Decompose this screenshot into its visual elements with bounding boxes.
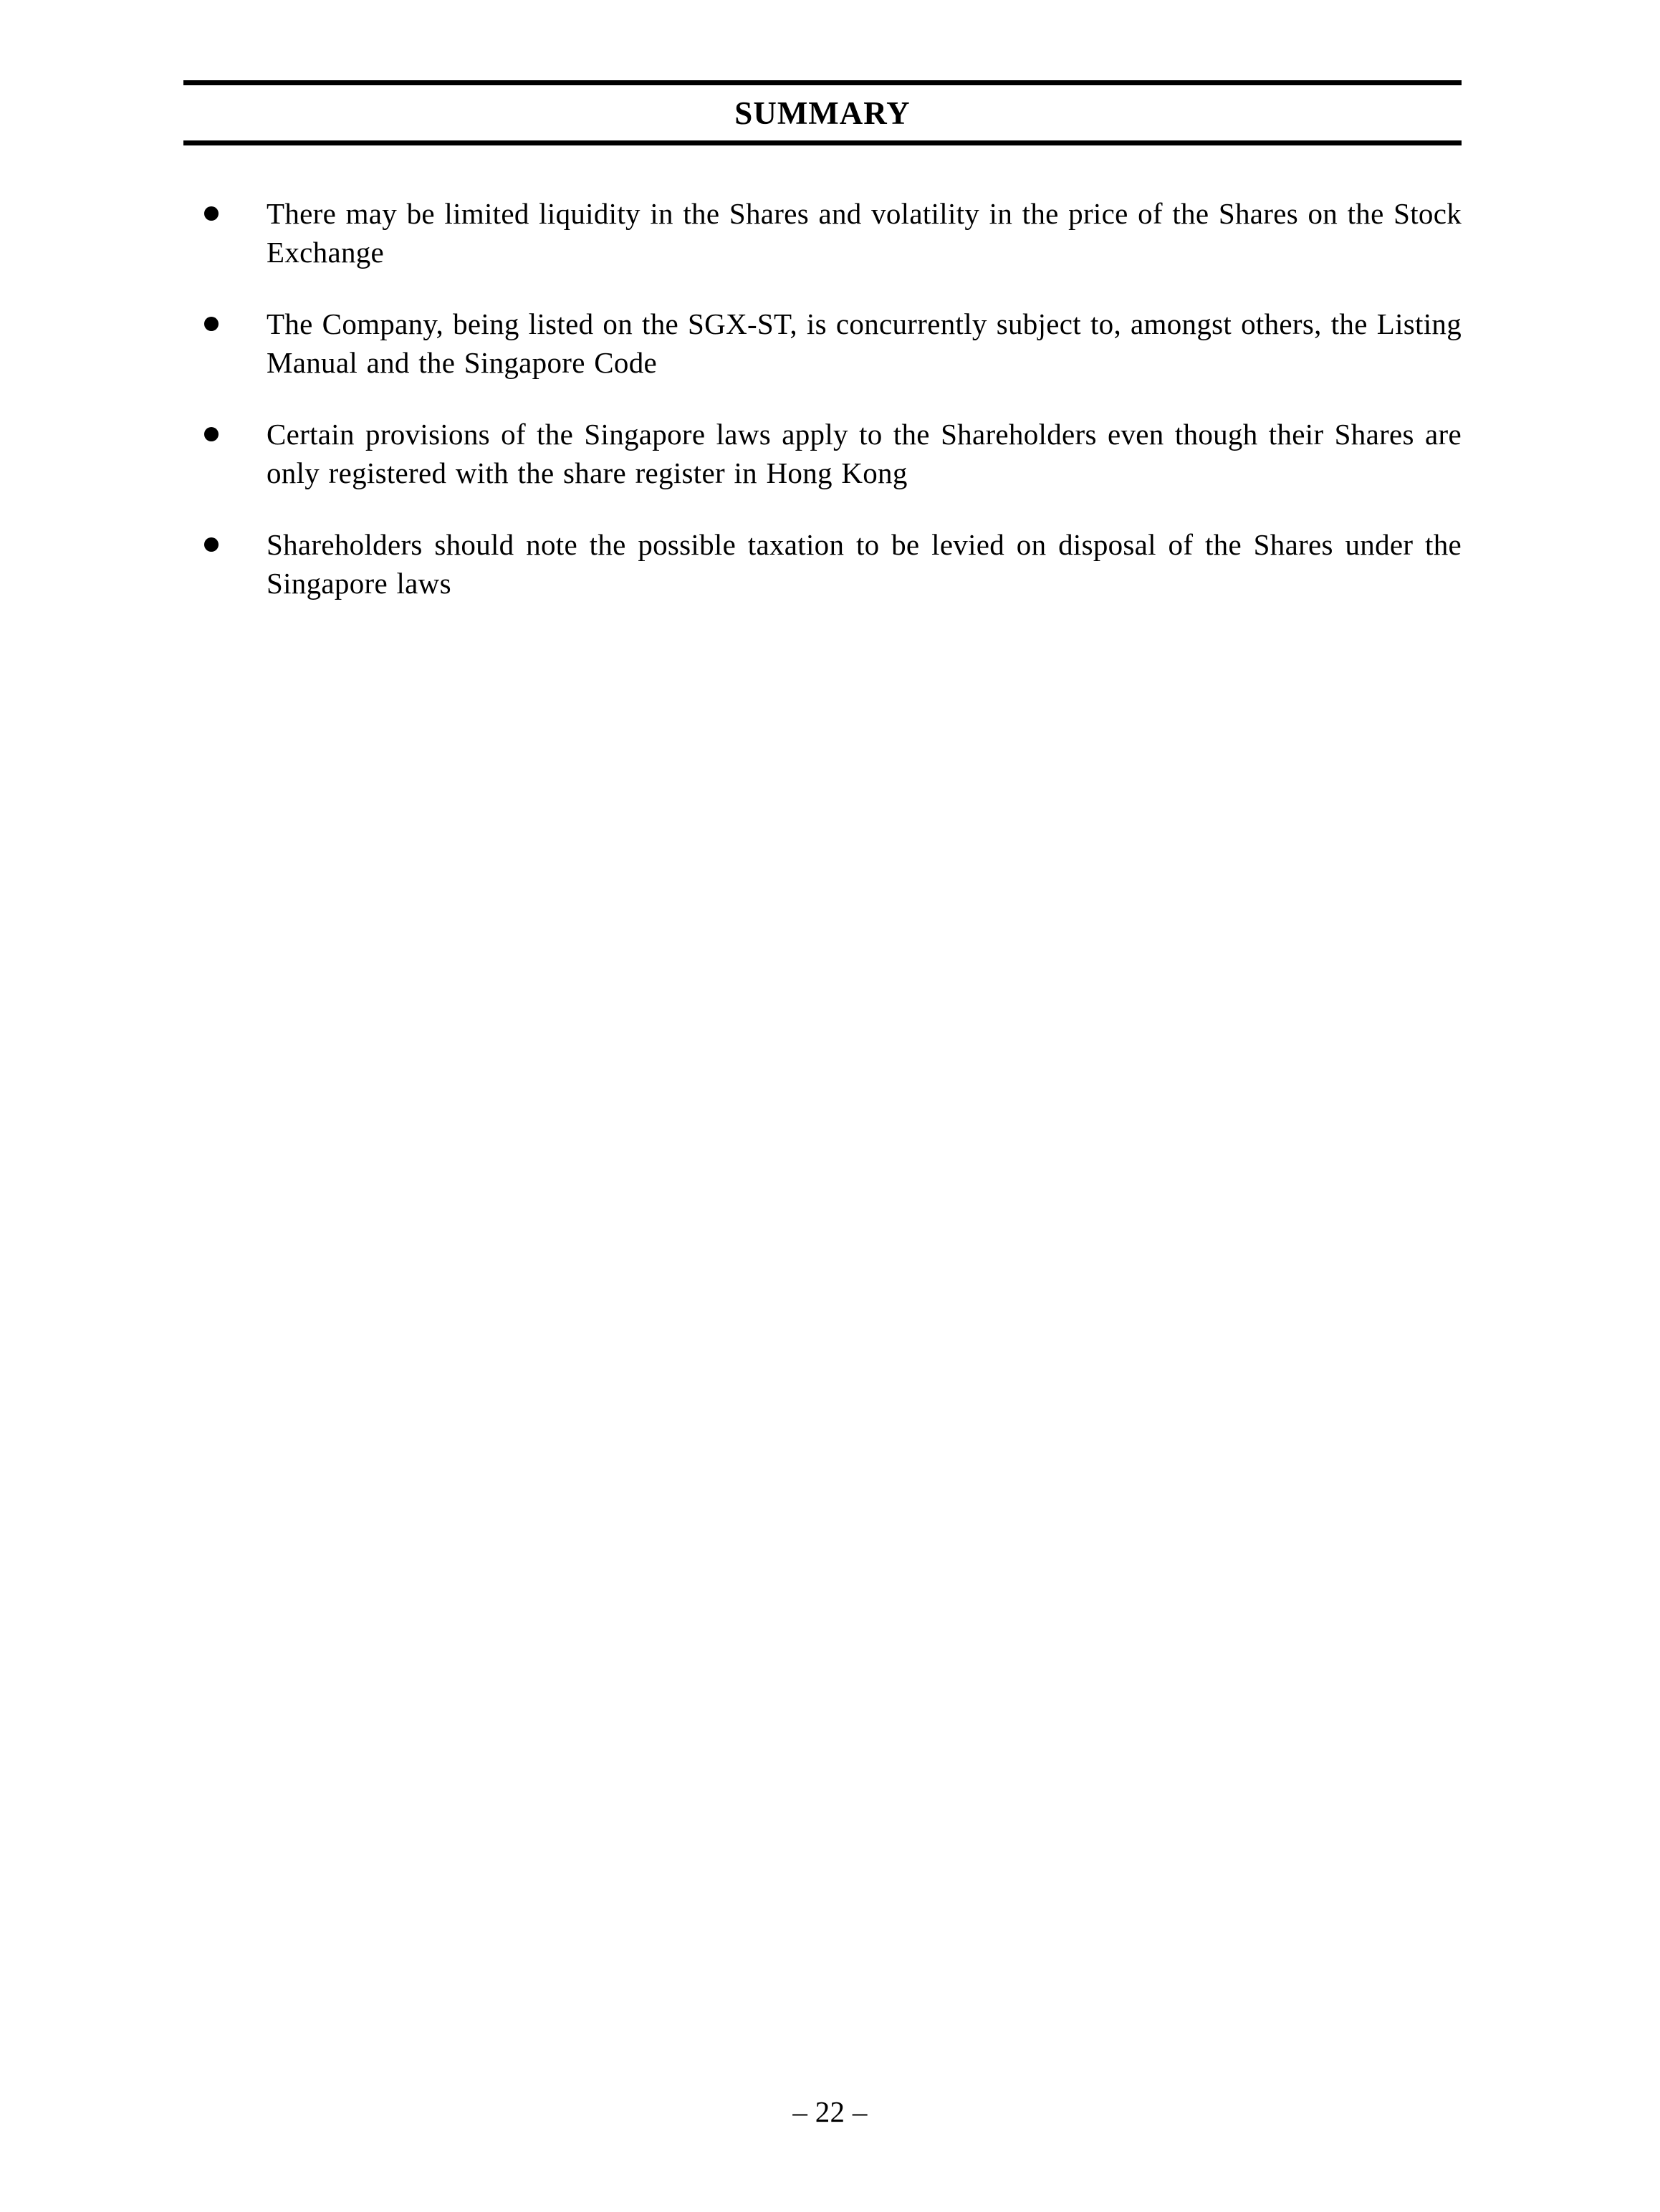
bullet-text: The Company, being listed on the SGX-ST, is concurrently subject to, amongst others, the Listing Manual and the Singapore Code <box>267 307 1462 379</box>
summary-bullet-list <box>183 194 1462 603</box>
bullet-text: There may be limited liquidity in the Shares and volatility in the price of the Shares on the Stock Exchange <box>267 197 1462 269</box>
section-header <box>183 80 1462 145</box>
header-rule-bottom <box>183 140 1462 145</box>
page-number: – 22 – <box>792 2095 868 2128</box>
list-item <box>183 194 1462 272</box>
header-rule-top <box>183 80 1462 85</box>
bullet-icon <box>204 317 219 331</box>
bullet-icon <box>204 427 219 441</box>
list-item <box>183 525 1462 603</box>
page-content <box>183 80 1462 636</box>
bullet-icon <box>204 537 219 552</box>
list-item <box>183 415 1462 492</box>
bullet-icon <box>204 206 219 221</box>
bullet-text: Certain provisions of the Singapore laws apply to the Shareholders even though their Shares are only registered with the share register in Hong Kong <box>267 418 1462 489</box>
bullet-text: Shareholders should note the possible taxation to be levied on disposal of the Shares under the Singapore laws <box>267 528 1462 600</box>
list-item <box>183 305 1462 382</box>
page-title: SUMMARY <box>734 95 911 131</box>
